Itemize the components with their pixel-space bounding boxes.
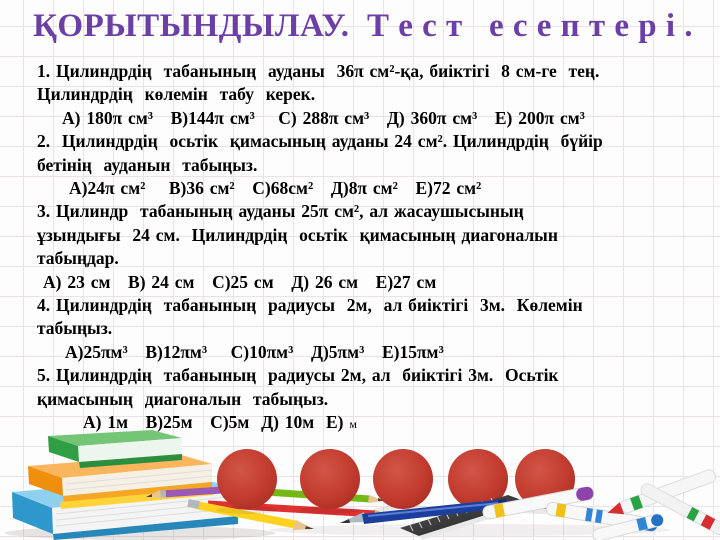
question-3-line-3: табыңдар. bbox=[37, 248, 119, 269]
question-2-answers: А)24π см² В)36 см² С)68см² Д)8π см² Е)72 см² bbox=[69, 178, 482, 199]
question-3-line-2: ұзындығы 24 см. Цилиндрдің осьтік қимасының диагоналын bbox=[37, 224, 558, 245]
question-1-answers: А) 180π см³ В)144π см³ С) 288π см³ Д) 360π см³ Е) 200π см³ bbox=[62, 107, 585, 128]
question-5-line-1: 5. Цилиндрдің табанының радиусы 2м, ал биіктігі 3м. Осьтік bbox=[37, 365, 559, 386]
question-5-answers-main: А) 1м В)25м С)5м Д) 10м Е) bbox=[83, 412, 350, 433]
question-4-line-1: 4. Цилиндрдің табанының радиусы 2м, ал биіктігі 3м. Көлемін bbox=[37, 295, 583, 316]
question-5-answer-e-value: м bbox=[349, 417, 357, 432]
red-ball-2 bbox=[300, 449, 360, 509]
books-stack-icon bbox=[12, 430, 238, 540]
question-2-line-1: 2. Цилиндрдің осьтік қимасының ауданы 24 см². Цилиндрдің бүйір bbox=[37, 131, 603, 152]
question-4-line-2: табыңыз. bbox=[37, 318, 113, 339]
page-title: ҚОРЫТЫНДЫЛАУ. Т е с т е с е п т е р і . bbox=[33, 8, 694, 44]
question-1-line-1: 1. Цилиндрдің табанының ауданы 36π см²-қа, биіктігі 8 см-ге тең. bbox=[37, 61, 600, 81]
question-3-line-1: 3. Цилиндр табанының ауданы 25π см², ал жасаушысының bbox=[37, 201, 524, 222]
question-5-line-2: қимасының диагоналын табыңыз. bbox=[37, 388, 329, 409]
question-1-line-2: Цилиндрдің көлемін табу керек. bbox=[37, 84, 316, 105]
red-ball-1 bbox=[217, 449, 277, 509]
question-3-answers: А) 23 см В) 24 см С)25 см Д) 26 см Е)27 см bbox=[43, 271, 437, 292]
bottom-decorations bbox=[0, 430, 720, 540]
question-4-answers: А)25πм³ В)12πм³ С)10πм³ Д)5πм³ Е)15πм³ bbox=[65, 341, 444, 362]
question-2-line-2: бетінің ауданын табыңыз. bbox=[37, 154, 258, 175]
questions-block bbox=[37, 60, 712, 437]
red-ball-3 bbox=[373, 449, 433, 509]
